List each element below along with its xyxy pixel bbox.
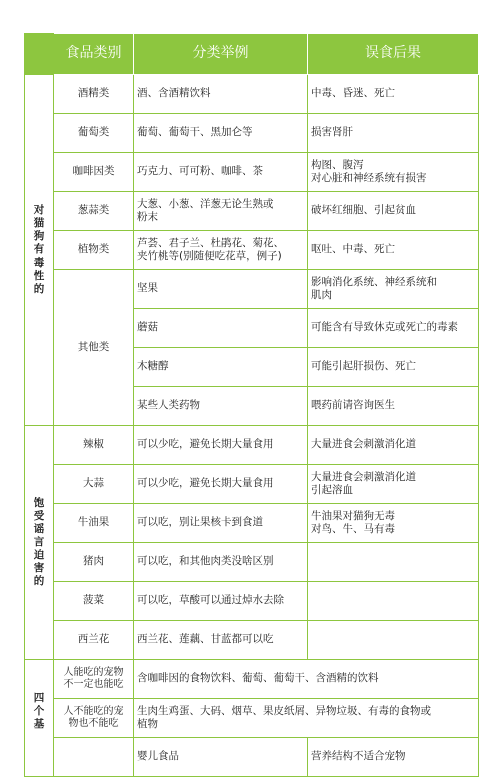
table-row [25, 621, 479, 660]
example-cell: 巧克力、可可粉、咖啡、茶 [134, 153, 308, 192]
consequence-cell [308, 543, 479, 582]
consequence-cell: 构图、腹泻 对心脏和神经系统有损害 [308, 153, 479, 192]
example-cell: 含咖啡因的食物饮料、葡萄、葡萄干、含酒精的饮料 [134, 660, 479, 699]
consequence-cell: 可能含有导致休克或死亡的毒素 [308, 309, 479, 348]
category-cell: 西兰花 [54, 621, 134, 660]
example-cell: 蘑菇 [134, 309, 308, 348]
example-cell: 葡萄、葡萄干、黑加仑等 [134, 114, 308, 153]
consequence-cell: 营养结构不适合宠物 [308, 738, 479, 777]
section-label-rumor [25, 426, 54, 660]
consequence-cell: 大量进食会刺激消化道 引起溶血 [308, 465, 479, 504]
consequence-cell: 中毒、昏迷、死亡 [308, 75, 479, 114]
category-cell: 人不能吃的宠 物也不能吃 [54, 699, 134, 738]
example-cell: 可以吃，和其他肉类没啥区别 [134, 543, 308, 582]
table-row [25, 660, 479, 699]
section-label-four-text: 四 个 基 [33, 692, 45, 731]
table-row [25, 114, 479, 153]
section-label-rumor-text: 饱 受 谣 言 迫 害 的 [33, 496, 45, 588]
section-label-four [25, 660, 54, 777]
category-cell: 菠菜 [54, 582, 134, 621]
table-row [25, 582, 479, 621]
example-cell: 芦荟、君子兰、杜鹃花、菊花、 夹竹桃等(别随便吃花草，例子) [134, 231, 308, 270]
example-cell: 西兰花、莲藕、甘蓝都可以吃 [134, 621, 308, 660]
example-cell: 可以吃，别让果核卡到食道 [134, 504, 308, 543]
table-row [25, 465, 479, 504]
consequence-cell [308, 621, 479, 660]
example-cell: 可以少吃，避免长期大量食用 [134, 465, 308, 504]
consequence-cell: 影响消化系统、神经系统和 肌肉 [308, 270, 479, 309]
consequence-cell: 大量进食会刺激消化道 [308, 426, 479, 465]
consequence-cell: 牛油果对猫狗无毒 对鸟、牛、马有毒 [308, 504, 479, 543]
category-cell [54, 738, 134, 777]
consequence-cell: 呕吐、中毒、死亡 [308, 231, 479, 270]
food-table [24, 33, 479, 777]
table-row [25, 153, 479, 192]
header-consequence: 误食后果 [308, 34, 479, 75]
table-row [25, 231, 479, 270]
table-row [25, 192, 479, 231]
table-row [25, 504, 479, 543]
table-row [25, 426, 479, 465]
table-row [25, 270, 479, 309]
category-cell-other: 其他类 [54, 270, 134, 426]
category-cell: 牛油果 [54, 504, 134, 543]
example-cell: 酒、含酒精饮料 [134, 75, 308, 114]
table-row [25, 75, 479, 114]
category-cell: 植物类 [54, 231, 134, 270]
category-cell: 葡萄类 [54, 114, 134, 153]
example-cell: 坚果 [134, 270, 308, 309]
category-cell: 大蒜 [54, 465, 134, 504]
consequence-cell: 损害肾肝 [308, 114, 479, 153]
category-cell: 人能吃的宠物 不一定也能吃 [54, 660, 134, 699]
header-example: 分类举例 [134, 34, 308, 75]
consequence-cell [308, 582, 479, 621]
header-category: 食品类别 [54, 34, 134, 75]
table-row [25, 738, 479, 777]
table-row [25, 543, 479, 582]
category-cell: 猪肉 [54, 543, 134, 582]
category-cell: 葱蒜类 [54, 192, 134, 231]
section-label-toxic-text: 对 猫 狗 有 毒 性 的 [33, 204, 45, 295]
table-header-row [25, 34, 479, 75]
example-cell: 可以少吃，避免长期大量食用 [134, 426, 308, 465]
example-cell: 生肉生鸡蛋、大码、烟草、果皮纸屑、异物垃圾、有毒的食物或 植物 [134, 699, 479, 738]
consequence-cell: 破坏红细胞、引起贫血 [308, 192, 479, 231]
example-cell: 婴儿食品 [134, 738, 308, 777]
consequence-cell: 喂药前请咨询医生 [308, 387, 479, 426]
example-cell: 木糖醇 [134, 348, 308, 387]
consequence-cell: 可能引起肝损伤、死亡 [308, 348, 479, 387]
table-row [25, 699, 479, 738]
category-cell: 酒精类 [54, 75, 134, 114]
example-cell: 某些人类药物 [134, 387, 308, 426]
example-cell: 大葱、小葱、洋葱无论生熟或 粉末 [134, 192, 308, 231]
header-corner [25, 34, 54, 75]
category-cell: 咖啡因类 [54, 153, 134, 192]
category-cell: 辣椒 [54, 426, 134, 465]
example-cell: 可以吃，草酸可以通过焯水去除 [134, 582, 308, 621]
section-label-toxic [25, 75, 54, 426]
